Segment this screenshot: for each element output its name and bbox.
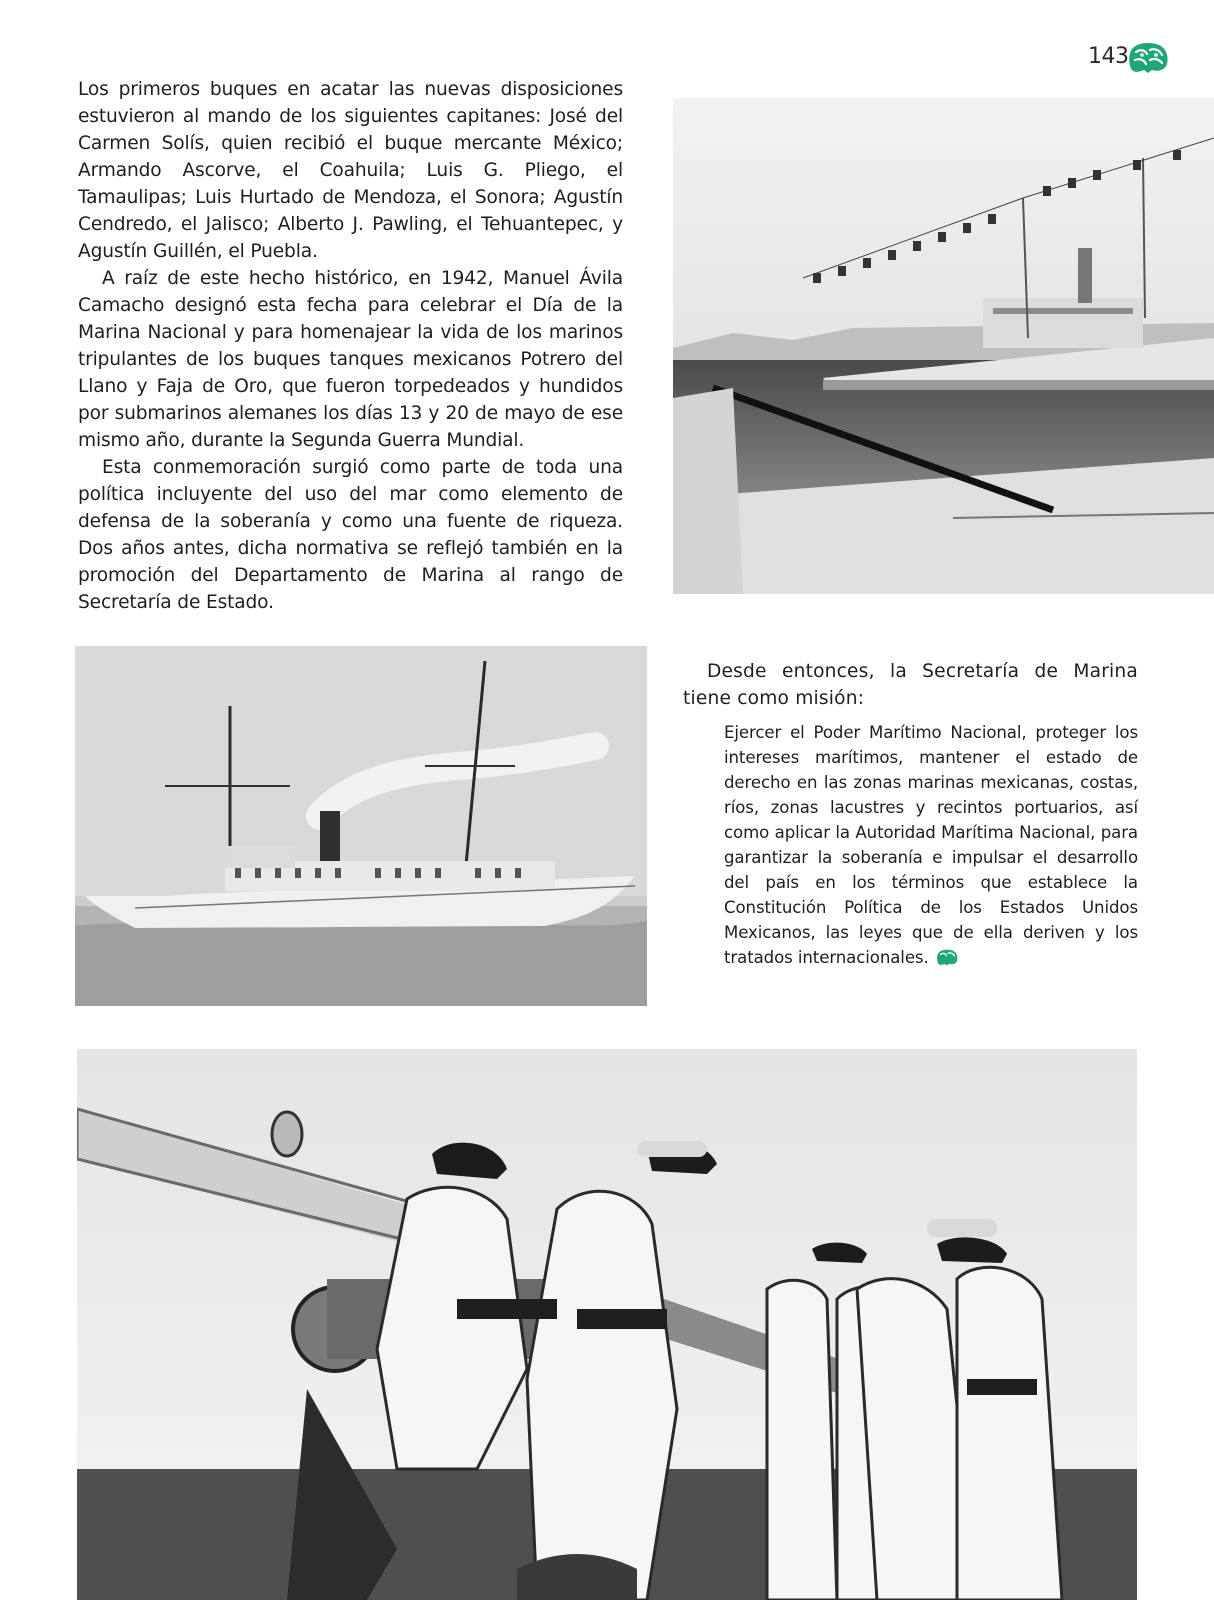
body-paragraph: A raíz de este hecho histórico, en 1942, Manuel Ávila Camacho designó esta fecha para celebrar el Día de la Marina Nacional y para homenajear la vida de los marinos tripulantes de los buques tanques mexicanos Potrero del Llano y Faja de Oro, que fueron torpedeados y hundidos por submarinos alemanes los días 13 y 20 de mayo de ese mismo año, durante la Segunda Guerra Mundial. — [78, 268, 623, 451]
mesoamerican-glyph-icon — [933, 948, 961, 966]
steamship-photo — [75, 646, 647, 1006]
docked-warships-photo — [673, 98, 1214, 594]
mission-quote — [724, 720, 1138, 970]
sailors-deck-gun-photo — [77, 1049, 1137, 1600]
page-number: 143 — [1088, 44, 1129, 69]
body-paragraph: Los primeros buques en acatar las nuevas disposiciones estuvieron al mando de los siguientes capitanes: José del Carmen Solís, quien recibió el buque mercante México; Armando Ascorve, el Coahuila; Luis G. Pliego, el Tamaulipas; Luis Hurtado de Mendoza, el Sonora; Agustín Cendredo, el Jalisco; Alberto J. Pawling, el Tehuantepec, y Agustín Guillén, el Puebla. — [78, 79, 623, 262]
mission-quote-text: Ejercer el Poder Marítimo Nacional, proteger los intereses marítimos, mantener el estado de derecho en las zonas marinas mexicanas, costas, ríos, zonas lacustres y recintos portuarios, así como aplicar la Autoridad Marítima Nacional, para garantizar la soberanía e impulsar el desarrollo del país en los términos que establece la Constitución Política de los Estados Unidos Mexicanos, las leyes que de ella deriven y los tratados internacionales. — [724, 723, 1138, 967]
mesoamerican-glyph-icon — [1126, 40, 1170, 74]
body-paragraph: Esta conmemoración surgió como parte de toda una política incluyente del uso del mar como elemento de defensa de la soberanía y como una fuente de riqueza. Dos años antes, dicha normativa se reflejó también en la promoción del Departamento de Marina al rango de Secretaría de Estado. — [78, 457, 623, 613]
mission-intro: Desde entonces, la Secretaría de Marina tiene como misión: — [683, 661, 1138, 709]
body-text — [78, 76, 623, 616]
